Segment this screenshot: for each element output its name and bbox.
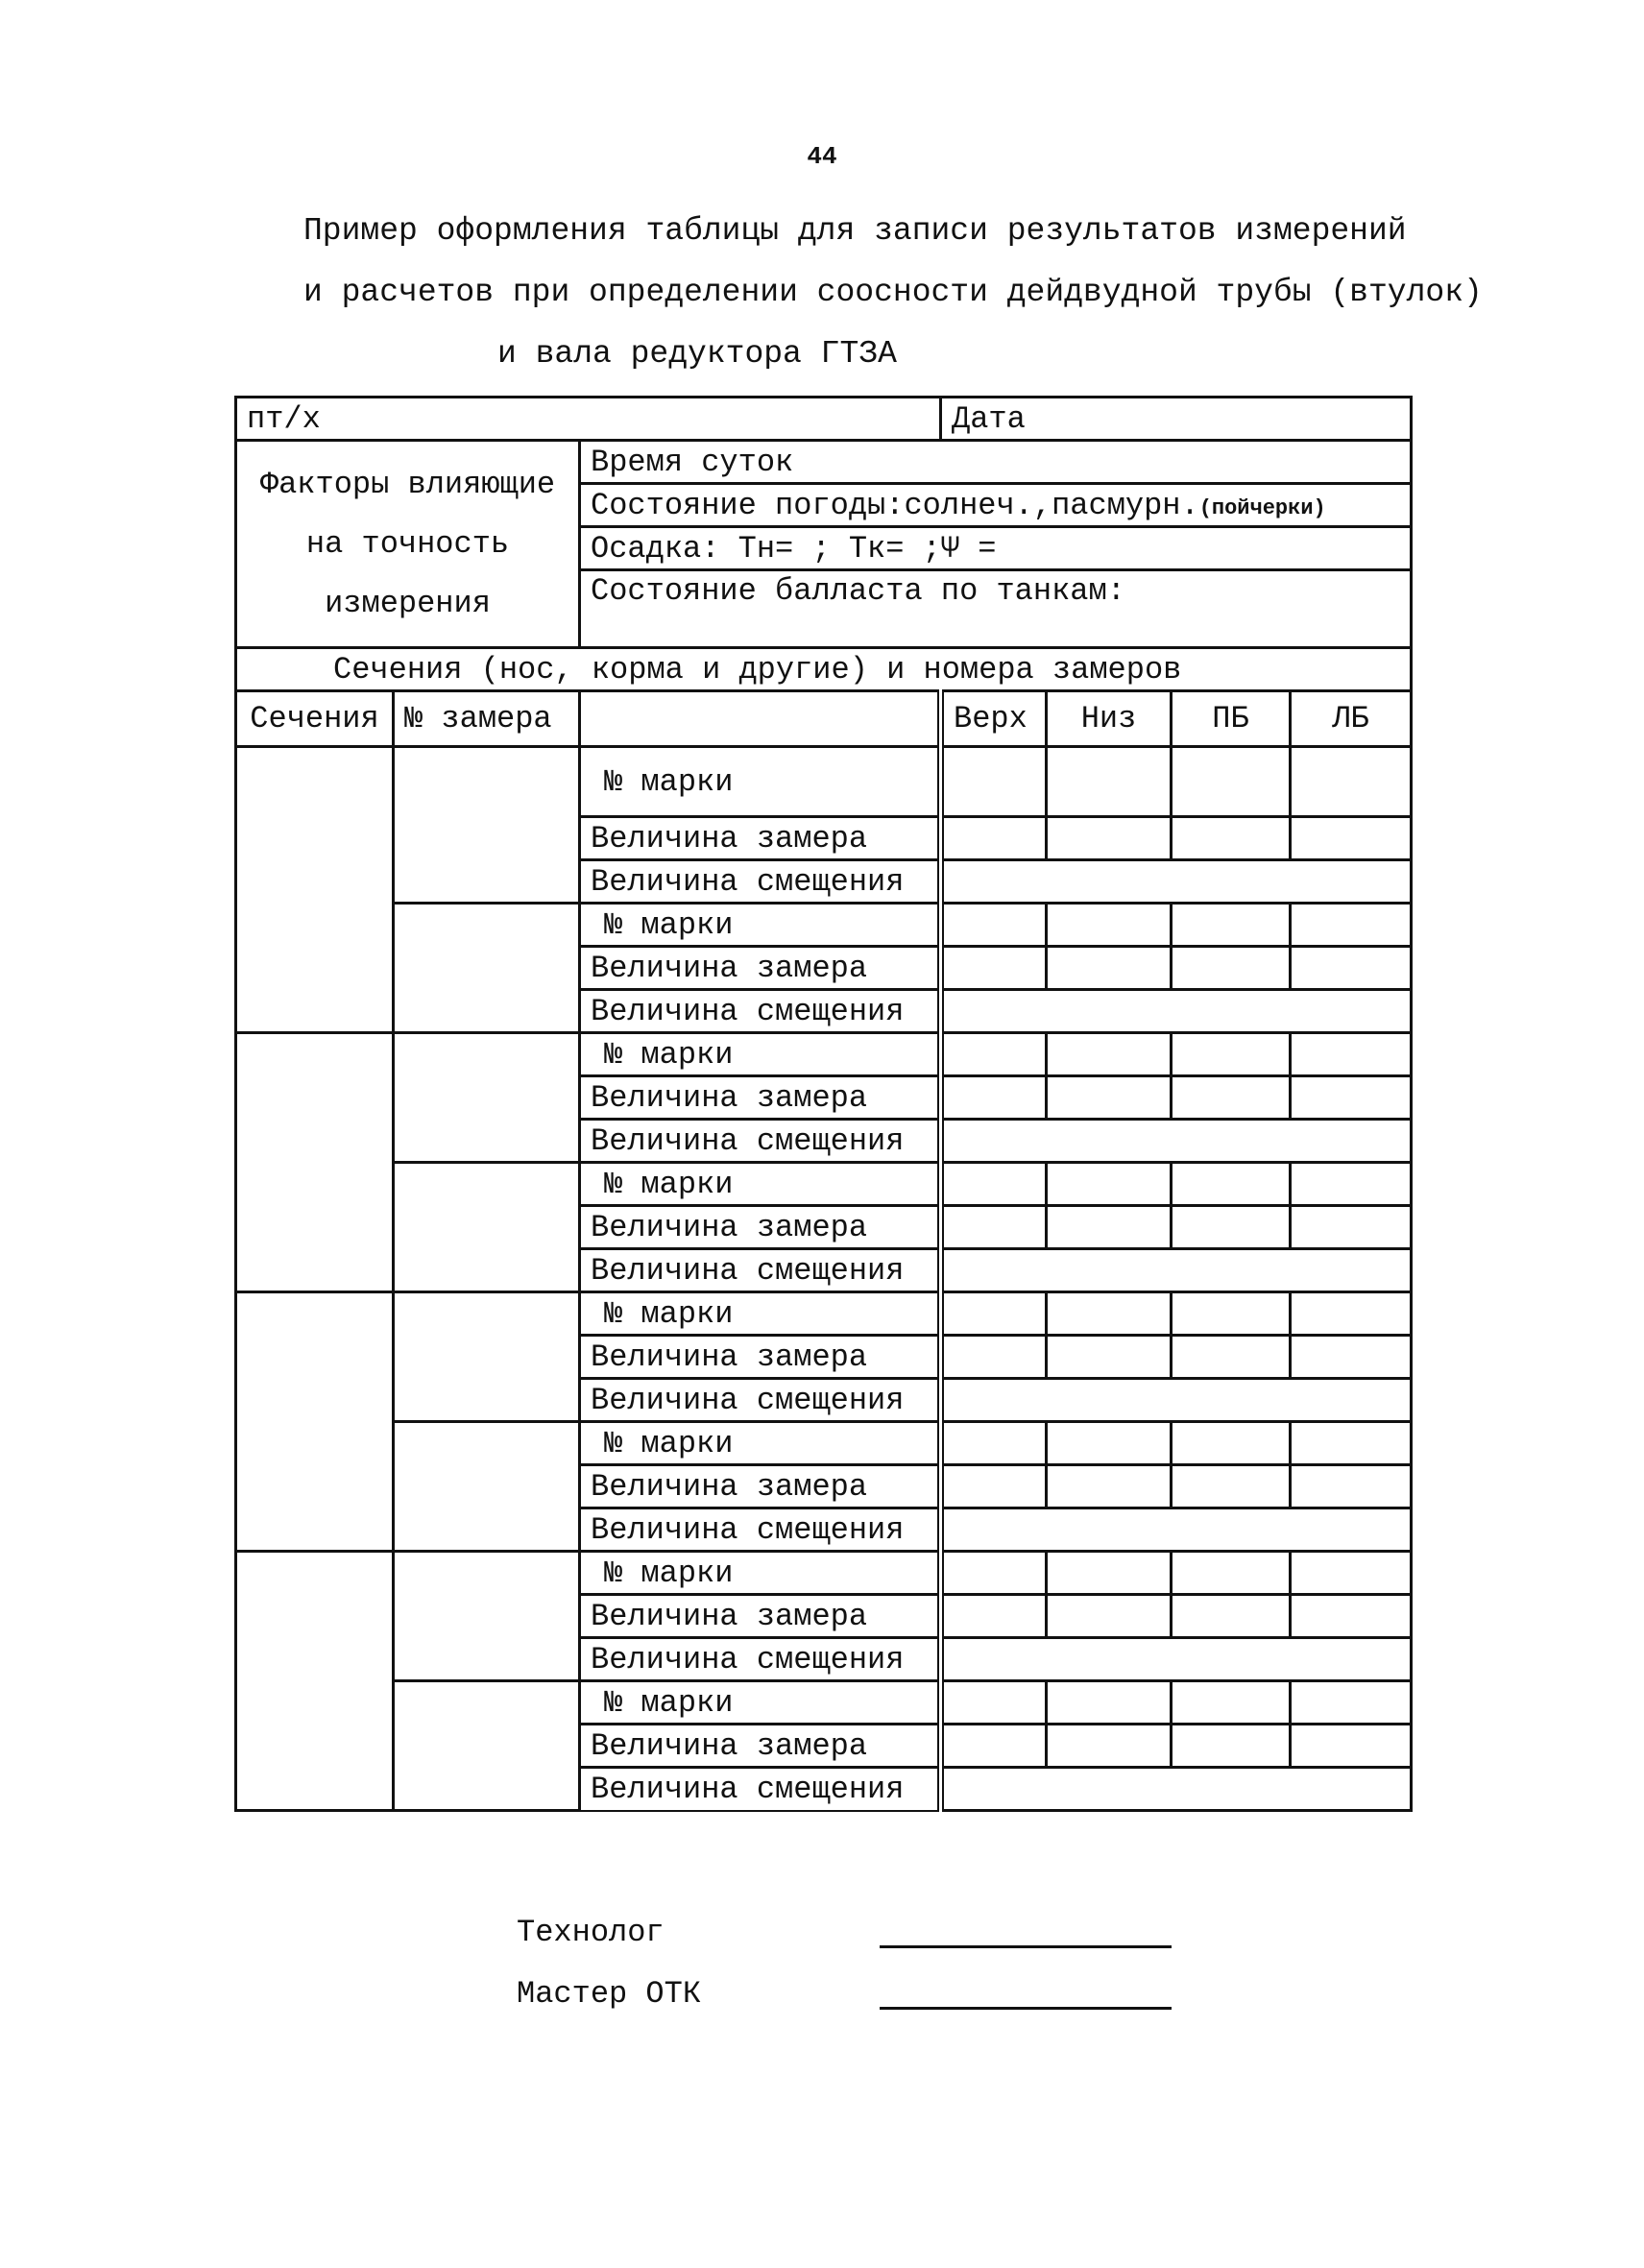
weather-label: Состояние погоды:солнеч.,пасмурн.: [591, 487, 1199, 523]
vessel-field[interactable]: пт/х: [236, 398, 941, 441]
displacement-value-label: Величина смещения: [580, 1249, 941, 1292]
ballast-field[interactable]: Состояние балласта по танкам:: [580, 570, 1412, 648]
value-cell-top[interactable]: [941, 1076, 1047, 1120]
value-cell-bottom[interactable]: [1047, 947, 1172, 990]
col-header-port: ЛБ: [1291, 691, 1412, 747]
displacement-value-label: Величина смещения: [580, 1768, 941, 1811]
measured-value-label: Величина замера: [580, 1725, 941, 1768]
value-cell-port[interactable]: [1291, 1595, 1412, 1638]
qc-master-label: Мастер ОТК: [517, 1976, 702, 2012]
value-cell-starboard[interactable]: [1172, 1033, 1291, 1076]
value-cell-starboard[interactable]: [1172, 1595, 1291, 1638]
value-cell-top[interactable]: [941, 947, 1047, 990]
weather-field[interactable]: [580, 484, 1412, 527]
displacement-value-label: Величина смещения: [580, 990, 941, 1033]
measured-value-label: Величина замера: [580, 817, 941, 860]
technologist-signature-line[interactable]: [880, 1945, 1172, 1948]
measured-value-label: Величина замера: [580, 1465, 941, 1508]
measurement-row: [236, 1552, 1412, 1595]
date-field[interactable]: Дата: [941, 398, 1412, 441]
measurement-row: [236, 1292, 1412, 1336]
displacement-value-label: Величина смещения: [580, 1379, 941, 1422]
measurement-no-cell[interactable]: [394, 1033, 580, 1163]
title-line-3: и вала редуктора ГТЗА: [497, 336, 897, 372]
value-cell-top[interactable]: [941, 1552, 1047, 1595]
measurement-row: [236, 1422, 1412, 1465]
qc-master-signature-line[interactable]: [880, 2007, 1172, 2010]
value-cell-starboard[interactable]: [1172, 1552, 1291, 1595]
factors-label: Факторы влияющие на точность измерения: [236, 441, 580, 648]
measurement-row: [236, 1681, 1412, 1725]
measurement-no-cell[interactable]: [394, 904, 580, 1033]
value-cell-top[interactable]: [941, 817, 1047, 860]
col-header-starboard: ПБ: [1172, 691, 1291, 747]
title-line-2: и расчетов при определении соосности дейдвудной трубы (втулок): [303, 275, 1483, 310]
measurement-no-cell[interactable]: [394, 1552, 580, 1681]
value-cell-bottom[interactable]: [1047, 904, 1172, 947]
section-cell[interactable]: [236, 1552, 394, 1811]
value-cell-top[interactable]: [941, 904, 1047, 947]
value-cell-top[interactable]: [941, 1292, 1047, 1336]
measurement-no-cell[interactable]: [394, 747, 580, 904]
title-line-1: Пример оформления таблицы для записи результатов измерений: [303, 213, 1407, 249]
value-cell-starboard[interactable]: [1172, 1163, 1291, 1206]
section-cell[interactable]: [236, 747, 394, 1033]
value-cell-starboard[interactable]: [1172, 747, 1291, 817]
mark-no-label: № марки: [580, 1681, 941, 1725]
measured-value-label: Величина замера: [580, 947, 941, 990]
measurement-row: [236, 1033, 1412, 1076]
value-cell-port[interactable]: [1291, 1422, 1412, 1465]
value-cell-top[interactable]: [941, 1206, 1047, 1249]
displacement-value-label: Величина смещения: [580, 1120, 941, 1163]
measurement-no-cell[interactable]: [394, 1422, 580, 1552]
value-cell-port[interactable]: [1291, 747, 1412, 817]
measurement-form-table: [234, 396, 1413, 1812]
value-cell-port[interactable]: [1291, 1681, 1412, 1725]
mark-no-label: № марки: [580, 1292, 941, 1336]
value-cell-top[interactable]: [941, 1595, 1047, 1638]
value-cell-top[interactable]: [941, 1681, 1047, 1725]
measurement-no-cell[interactable]: [394, 1681, 580, 1811]
sections-title: Сечения (нос, корма и другие) и номера замеров: [236, 648, 1412, 691]
displacement-value-cell[interactable]: [941, 1508, 1412, 1552]
value-cell-bottom[interactable]: [1047, 1336, 1172, 1379]
value-cell-top[interactable]: [941, 1725, 1047, 1768]
measurement-no-cell[interactable]: [394, 1163, 580, 1292]
mark-no-label: № марки: [580, 1552, 941, 1595]
value-cell-bottom[interactable]: [1047, 1465, 1172, 1508]
mark-no-label: № марки: [580, 747, 941, 817]
value-cell-bottom[interactable]: [1047, 1725, 1172, 1768]
value-cell-starboard[interactable]: [1172, 1465, 1291, 1508]
measurement-row: [236, 747, 1412, 817]
value-cell-top[interactable]: [941, 1422, 1047, 1465]
value-cell-top[interactable]: [941, 1465, 1047, 1508]
value-cell-port[interactable]: [1291, 1033, 1412, 1076]
technologist-label: Технолог: [517, 1915, 665, 1950]
value-cell-port[interactable]: [1291, 947, 1412, 990]
mark-no-label: № марки: [580, 1033, 941, 1076]
value-cell-starboard[interactable]: [1172, 1725, 1291, 1768]
value-cell-top[interactable]: [941, 1163, 1047, 1206]
value-cell-bottom[interactable]: [1047, 1681, 1172, 1725]
value-cell-starboard[interactable]: [1172, 1206, 1291, 1249]
displacement-value-label: Величина смещения: [580, 860, 941, 904]
displacement-value-cell[interactable]: [941, 1120, 1412, 1163]
value-cell-starboard[interactable]: [1172, 1422, 1291, 1465]
section-cell[interactable]: [236, 1292, 394, 1552]
col-header-blank: [580, 691, 941, 747]
weather-note: (пойчерки): [1198, 495, 1326, 520]
displacement-value-cell[interactable]: [941, 1638, 1412, 1681]
value-cell-port[interactable]: [1291, 1465, 1412, 1508]
value-cell-port[interactable]: [1291, 1292, 1412, 1336]
value-cell-starboard[interactable]: [1172, 1336, 1291, 1379]
value-cell-starboard[interactable]: [1172, 947, 1291, 990]
value-cell-port[interactable]: [1291, 1552, 1412, 1595]
value-cell-top[interactable]: [941, 747, 1047, 817]
mark-no-label: № марки: [580, 904, 941, 947]
measured-value-label: Величина замера: [580, 1595, 941, 1638]
value-cell-bottom[interactable]: [1047, 1422, 1172, 1465]
displacement-value-label: Величина смещения: [580, 1508, 941, 1552]
time-of-day-field[interactable]: Время суток: [580, 441, 1412, 484]
mark-no-label: № марки: [580, 1163, 941, 1206]
measured-value-label: Величина замера: [580, 1206, 941, 1249]
value-cell-starboard[interactable]: [1172, 1292, 1291, 1336]
col-header-section: Сечения: [236, 691, 394, 747]
value-cell-port[interactable]: [1291, 1206, 1412, 1249]
page-number: 44: [807, 142, 837, 171]
value-cell-bottom[interactable]: [1047, 1595, 1172, 1638]
value-cell-port[interactable]: [1291, 1336, 1412, 1379]
value-cell-starboard[interactable]: [1172, 1681, 1291, 1725]
displacement-value-cell[interactable]: [941, 990, 1412, 1033]
value-cell-port[interactable]: [1291, 817, 1412, 860]
measurement-no-cell[interactable]: [394, 1292, 580, 1422]
value-cell-starboard[interactable]: [1172, 817, 1291, 860]
value-cell-bottom[interactable]: [1047, 1552, 1172, 1595]
value-cell-port[interactable]: [1291, 904, 1412, 947]
col-header-bottom: Низ: [1047, 691, 1172, 747]
col-header-measurement-no: № замера: [394, 691, 580, 747]
displacement-value-label: Величина смещения: [580, 1638, 941, 1681]
measured-value-label: Величина замера: [580, 1336, 941, 1379]
col-header-top: Верх: [941, 691, 1047, 747]
value-cell-top[interactable]: [941, 1336, 1047, 1379]
value-cell-port[interactable]: [1291, 1076, 1412, 1120]
displacement-value-cell[interactable]: [941, 1379, 1412, 1422]
displacement-value-cell[interactable]: [941, 1249, 1412, 1292]
draft-field[interactable]: Осадка: Тн= ; Тк= ;Ψ =: [580, 527, 1412, 570]
value-cell-bottom[interactable]: [1047, 817, 1172, 860]
measurement-row: [236, 1163, 1412, 1206]
value-cell-top[interactable]: [941, 1033, 1047, 1076]
value-cell-port[interactable]: [1291, 1725, 1412, 1768]
mark-no-label: № марки: [580, 1422, 941, 1465]
value-cell-bottom[interactable]: [1047, 1292, 1172, 1336]
value-cell-bottom[interactable]: [1047, 747, 1172, 817]
value-cell-port[interactable]: [1291, 1163, 1412, 1206]
value-cell-bottom[interactable]: [1047, 1163, 1172, 1206]
displacement-value-cell[interactable]: [941, 1768, 1412, 1811]
measurement-row: [236, 904, 1412, 947]
value-cell-bottom[interactable]: [1047, 1206, 1172, 1249]
section-cell[interactable]: [236, 1033, 394, 1292]
value-cell-bottom[interactable]: [1047, 1033, 1172, 1076]
displacement-value-cell[interactable]: [941, 860, 1412, 904]
measured-value-label: Величина замера: [580, 1076, 941, 1120]
value-cell-bottom[interactable]: [1047, 1076, 1172, 1120]
value-cell-starboard[interactable]: [1172, 904, 1291, 947]
value-cell-starboard[interactable]: [1172, 1076, 1291, 1120]
